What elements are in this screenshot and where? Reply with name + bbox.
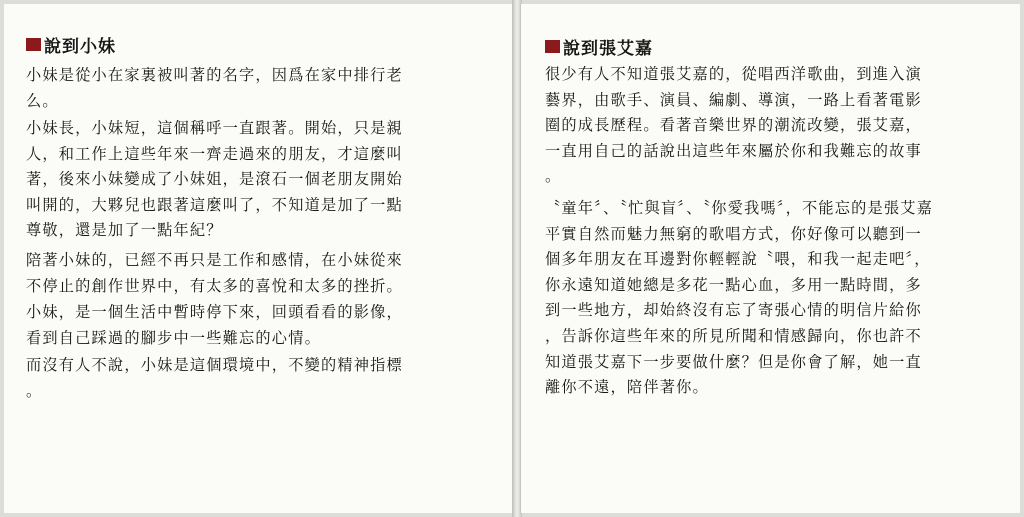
text-line: 著，後來小妹變成了小妹姐，是滾石一個老朋友開始 [26, 170, 403, 189]
text-line: 一直用自己的話說出這些年來屬於你和我難忘的故事 [545, 141, 922, 160]
text-line: 個多年朋友在耳邊對你輕輕說〝喂，和我一起走吧〞， [545, 250, 931, 269]
left-paragraph-4 [26, 300, 403, 351]
text-line: 圈的成長歷程。看著音樂世界的潮流改變，張艾嘉， [545, 116, 922, 135]
text-line: 離你不遠，陪伴著你。 [545, 378, 709, 397]
text-line: 看到自己踩過的腳步中一些難忘的心情。 [26, 328, 321, 347]
right-page [520, 4, 1020, 513]
right-paragraph-2 [545, 196, 933, 401]
text-line: 。 [545, 167, 562, 186]
text-line: 到一些地方，却始終沒有忘了寄張心情的明信片給你 [545, 301, 922, 320]
left-paragraph-5 [26, 353, 403, 404]
right-title-text: 說到張艾嘉 [563, 39, 653, 59]
text-line: 知道張艾嘉下一步要做什麼？但是你會了解，她一直 [545, 352, 922, 371]
left-title-text: 說到小妹 [44, 37, 116, 57]
text-line: 很少有人不知道張艾嘉的，從唱西洋歌曲，到進入演 [545, 65, 922, 83]
text-line: 小妹，是一個生活中暫時停下來，回頭看看的影像， [26, 303, 403, 321]
title-marker-icon [26, 38, 41, 51]
left-paragraph-2 [26, 116, 403, 244]
text-line: 。 [26, 381, 43, 400]
text-line: 小妹長，小妹短，這個稱呼一直跟著。開始，只是親 [26, 119, 403, 137]
text-line: 不停止的創作世界中，有太多的喜悅和太多的挫折。 [26, 276, 403, 295]
left-page [4, 4, 514, 513]
text-line: 尊敬，還是加了一點年紀？ [26, 221, 223, 240]
text-line: 小妹是從小在家裏被叫著的名字，因爲在家中排行老 [26, 66, 403, 84]
text-line: 你永遠知道她總是多花一點心血，多用一點時間，多 [545, 275, 922, 294]
right-section-title [545, 34, 653, 59]
text-line: 藝界，由歌手、演員、編劇、導演，一路上看著電影 [545, 90, 922, 109]
text-line: 么。 [26, 91, 59, 110]
text-line: 人，和工作上這些年來一齊走過來的朋友，才這麼叫 [26, 144, 403, 163]
text-line: 叫開的，大夥兒也跟著這麼叫了，不知道是加了一點 [26, 195, 403, 214]
text-line: 而沒有人不說，小妹是這個環境中，不變的精神指標 [26, 356, 403, 374]
left-paragraph-3 [26, 248, 403, 299]
left-section-title [26, 32, 116, 57]
text-line: 〝童年〞、〝忙與盲〞、〝你愛我嗎〞，不能忘的是張艾嘉 [545, 199, 934, 217]
text-line: 陪著小妹的，已經不再只是工作和感情，在小妹從來 [26, 251, 403, 269]
title-marker-icon [545, 40, 560, 53]
text-line: 平實自然而魅力無窮的歌唱方式，你好像可以聽到一 [545, 224, 922, 243]
right-paragraph-1 [545, 62, 922, 190]
left-paragraph-1 [26, 63, 403, 114]
text-line: ，告訴你這些年來的所見所聞和情感歸向，你也許不 [545, 326, 922, 345]
